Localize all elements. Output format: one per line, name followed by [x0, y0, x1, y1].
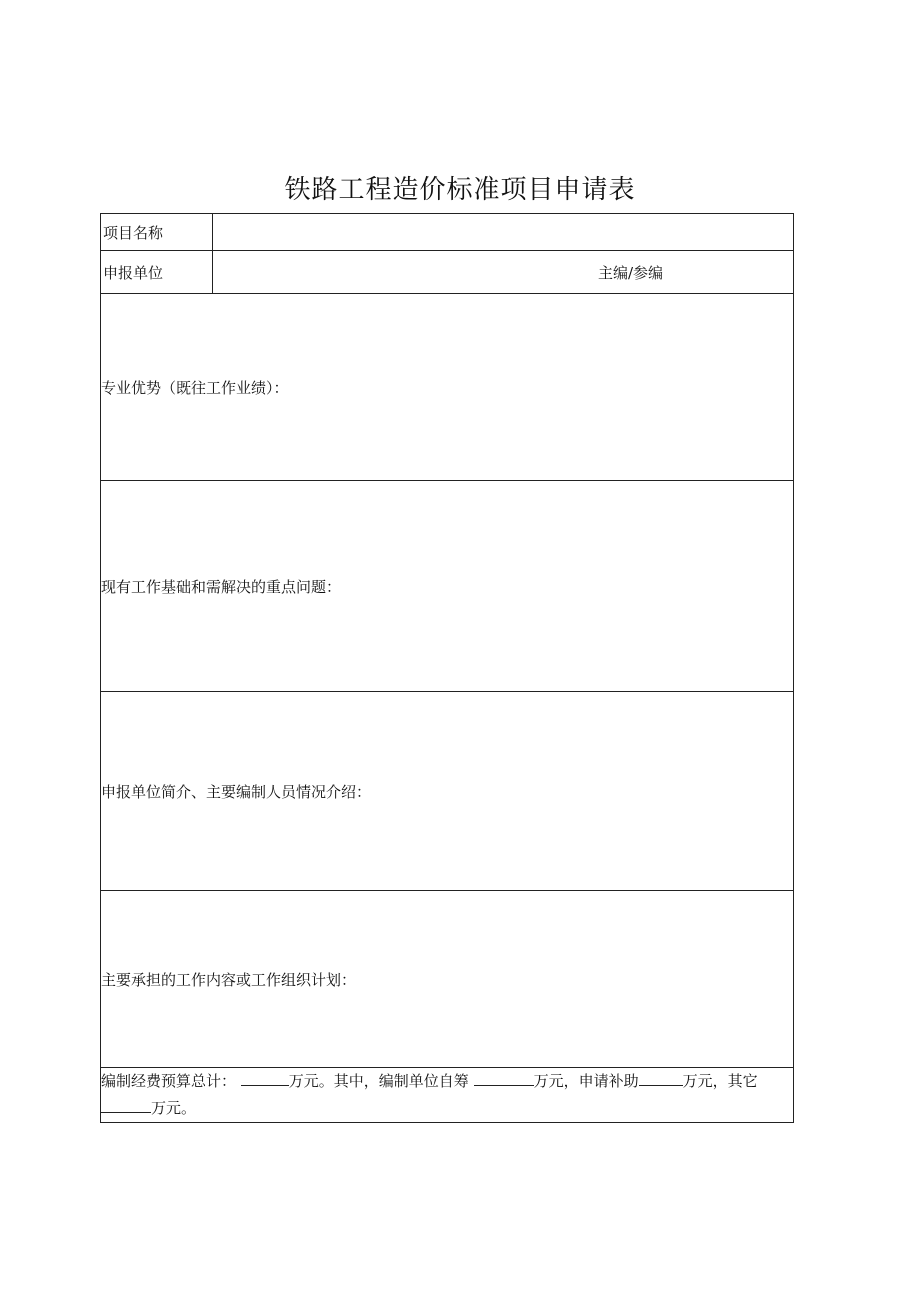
applicant-unit-field[interactable]: [213, 251, 794, 294]
work-plan-field[interactable]: [101, 891, 794, 1068]
applicant-unit-label: 申报单位: [101, 251, 213, 294]
application-form-table: [100, 213, 794, 1123]
unit-intro-field[interactable]: [101, 692, 794, 891]
work-plan-label: 主要承担的工作内容或工作组织计划：: [101, 970, 357, 989]
professional-advantage-section: [101, 294, 794, 481]
project-name-label: 项目名称: [101, 214, 213, 251]
project-name-row: [101, 214, 794, 251]
budget-unit-2: 万元，申请补助: [533, 1072, 639, 1090]
project-name-field[interactable]: [213, 214, 794, 251]
applicant-unit-row: [101, 251, 794, 294]
budget-intro: 编制经费预算总计：: [101, 1072, 237, 1090]
budget-total-blank[interactable]: [241, 1071, 289, 1086]
unit-role-text: 主编/参编: [597, 263, 663, 282]
form-title: 铁路工程造价标准项目申请表: [284, 175, 636, 205]
unit-intro-label: 申报单位简介、主要编制人员情况介绍：: [101, 782, 372, 801]
work-basis-section: [101, 481, 794, 692]
budget-cell: [101, 1068, 794, 1123]
budget-row: [101, 1068, 794, 1123]
budget-unit-4: 万元。: [151, 1099, 197, 1117]
budget-unit-1: 万元。其中，编制单位自筹: [288, 1072, 469, 1090]
budget-other-blank[interactable]: [101, 1098, 151, 1113]
budget-unit-3: 万元，其它: [682, 1072, 758, 1090]
work-basis-label: 现有工作基础和需解决的重点问题：: [101, 577, 342, 596]
budget-self-raised-blank[interactable]: [474, 1071, 534, 1086]
work-plan-section: [101, 891, 794, 1068]
budget-subsidy-blank[interactable]: [639, 1071, 683, 1086]
professional-advantage-label: 专业优势（既往工作业绩）：: [101, 378, 289, 397]
unit-intro-section: [101, 692, 794, 891]
work-basis-field[interactable]: [101, 481, 794, 692]
professional-advantage-field[interactable]: [101, 294, 794, 481]
